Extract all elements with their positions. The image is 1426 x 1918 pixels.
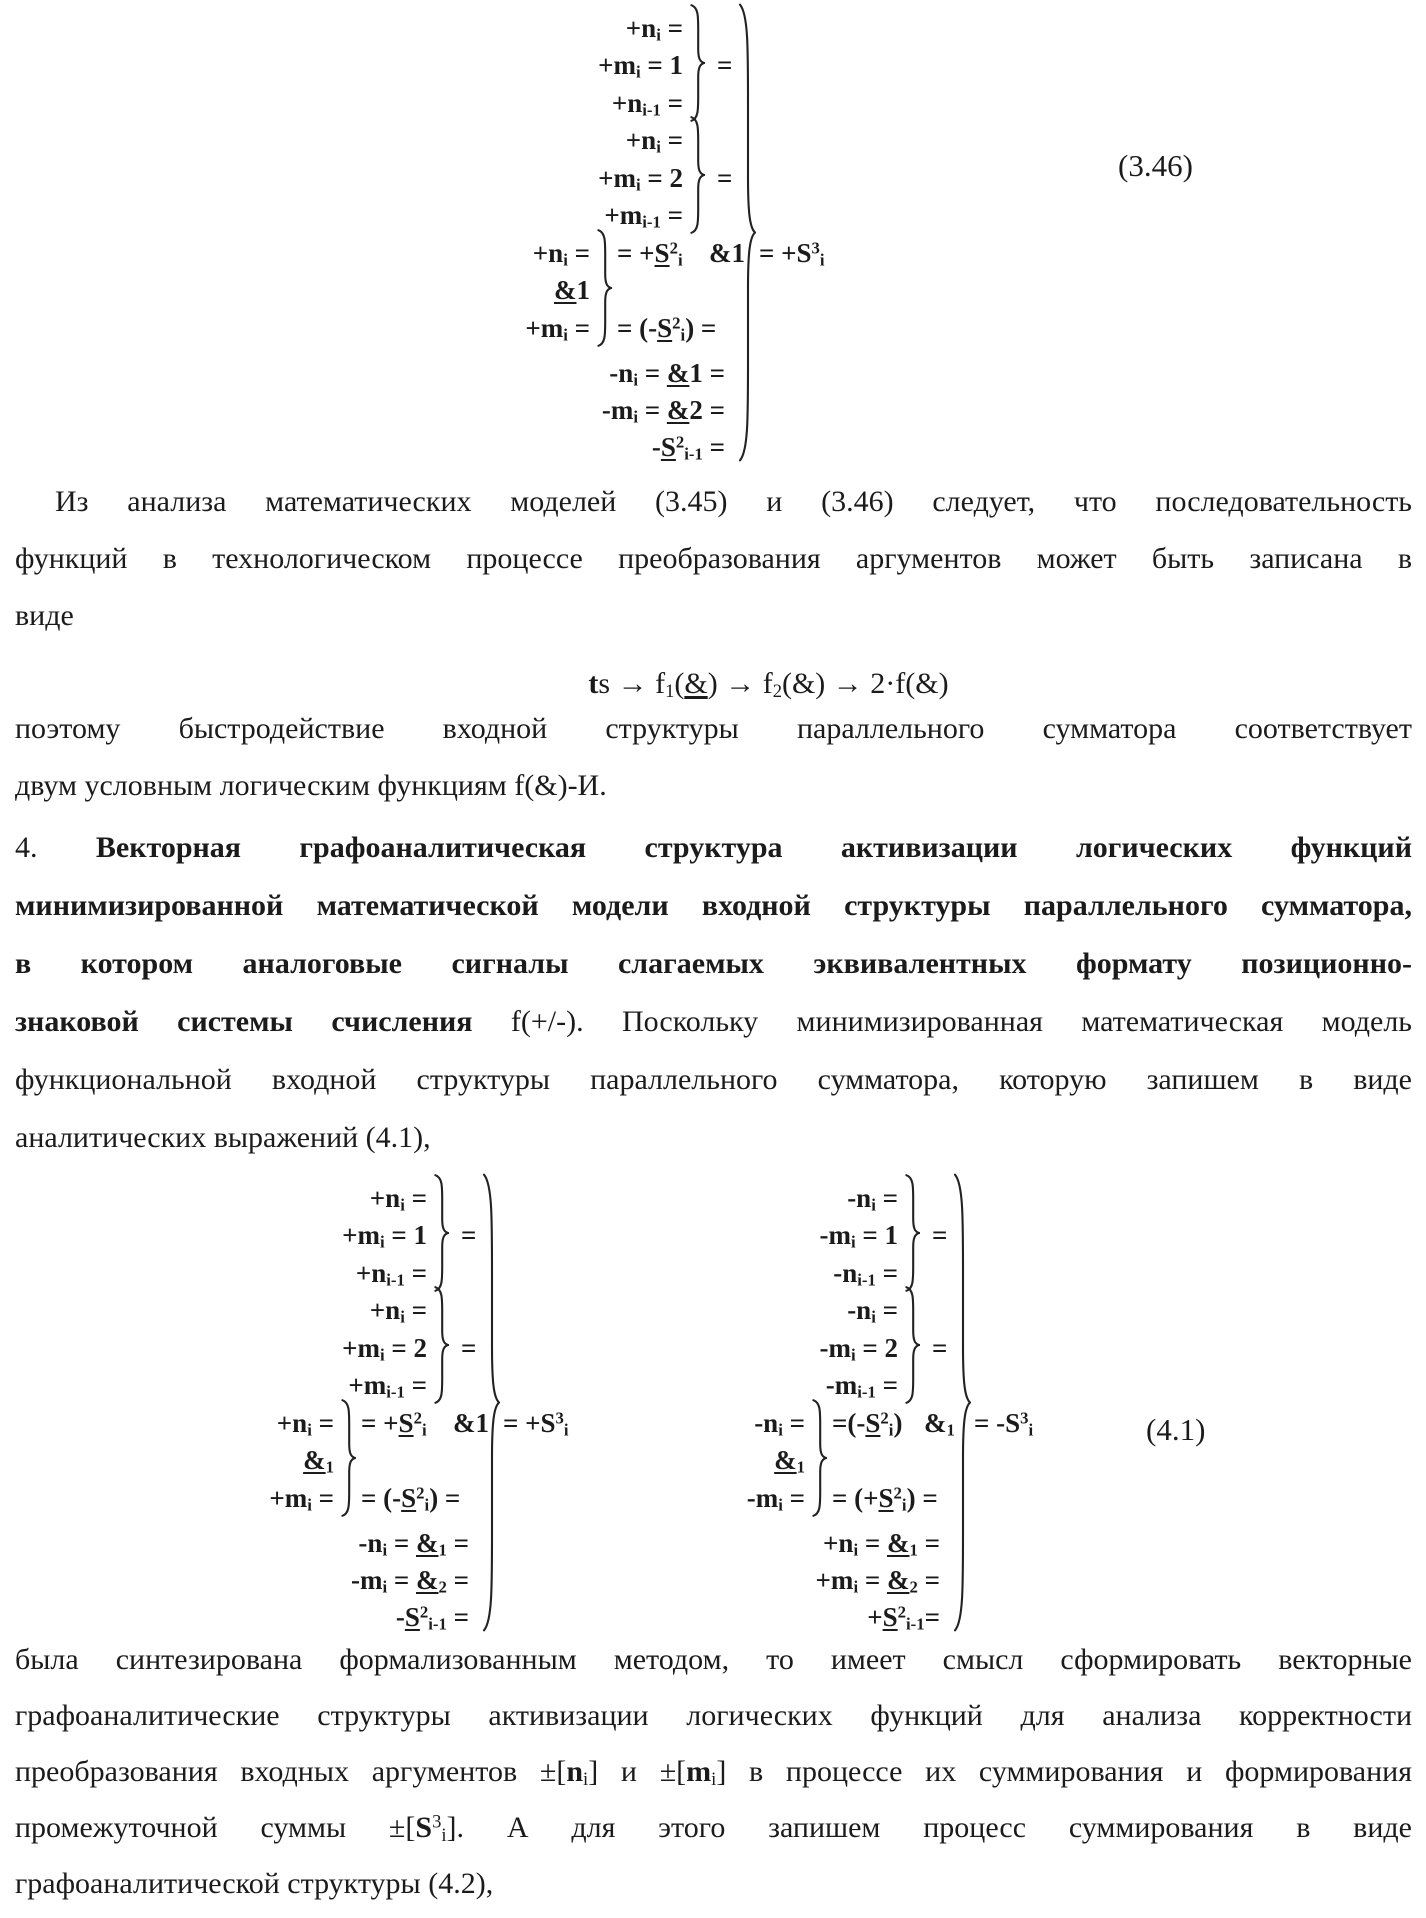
formula-row: $-m_i$ = &2 = (601, 395, 725, 427)
formula-row: $+m_i = 2$ (598, 163, 683, 195)
curly-brace (810, 1399, 827, 1517)
formula-row: $+m_i$ = (269, 1483, 334, 1515)
formula-row: $\&_1$ (774, 1445, 805, 1477)
curly-brace (688, 116, 705, 234)
formula-row: $+m_{i-1}$ = (604, 200, 683, 232)
equals-sign: = (717, 50, 733, 80)
formula-row: $+S^2_{i-1}=$ (867, 1602, 940, 1634)
curly-brace (736, 0, 756, 465)
equals-sign: = (932, 1220, 948, 1250)
formula-row: &1 (554, 275, 590, 305)
formula-row: $+m_i = 1$ (598, 50, 683, 82)
equation-number-3-46: (3.46) (1118, 148, 1193, 183)
equals-sign: = (461, 1220, 477, 1250)
equation-number-4-1: (4.1) (1146, 1412, 1206, 1447)
formula-row: $-n_i$ = $\&_1$ = (358, 1528, 469, 1560)
formula-row: $+n_i$ = (276, 1408, 334, 1440)
equals-sign: = (717, 163, 733, 193)
formula-row: $-m_i = 2$ (819, 1333, 898, 1365)
paragraph-line: виде (15, 599, 74, 632)
formula-result: = $-S^3_i$ (974, 1408, 1034, 1440)
paragraph-line: промежуточной суммы $\pm[S^3_i]$. А для этого запишем процесс суммирования в виде (15, 1811, 1412, 1847)
formula-row: $-n_i$ = (754, 1408, 805, 1440)
paragraph-line: графоаналитические структуры активизации логических функций для анализа корректности (15, 1699, 1412, 1732)
formula-row: $+n_i$ = (625, 13, 683, 45)
formula-row: $-n_i$ = &1 = (609, 358, 725, 390)
formula-row: = $+S^2_i$ (617, 238, 683, 270)
formula-row: $+m_i$ = (525, 313, 590, 345)
paragraph-line: Из анализа математических моделей (3.45) и (3.46) следует, что последовательность (55, 485, 1412, 518)
curly-brace (339, 1399, 356, 1517)
formula-row: $+n_i$ = (369, 1295, 427, 1327)
formula-row: $+m_i = 1$ (342, 1220, 427, 1252)
formula-row: $\&_1$ (303, 1445, 334, 1477)
formula-row: $-n_i$ = (847, 1183, 898, 1215)
formula-row: $-m_{i-1}$ = (825, 1370, 898, 1402)
paragraph-line: преобразования входных аргументов $\pm[n_i]$ $и \pm[m_i]$ в процессе их суммирования и формирования (15, 1755, 1412, 1791)
formula-result: = $+S^3_i$ (503, 1408, 569, 1440)
ampersand-label: &1 (453, 1408, 489, 1438)
formula-row: = $(-S^2_i)$ = (617, 313, 717, 345)
formula-row: = $(-S^2_i)$ = (361, 1483, 461, 1515)
paragraph-line: знаковой системы счисления f(+/-). Поскольку минимизированная математическая модель (15, 1005, 1412, 1038)
paragraph-line: в котором аналоговые сигналы слагаемых эквивалентных формату позиционно- (15, 947, 1412, 980)
curly-brace (480, 1170, 500, 1635)
paragraph-line: поэтому быстродействие входной структуры параллельного сумматора соответствует (15, 712, 1412, 745)
formula-row: = $+S^2_i$ (361, 1408, 427, 1440)
equation-3-46-block (325, 10, 885, 480)
formula-row: $-S^2_{i-1}$ = (395, 1602, 469, 1634)
paragraph-section4 (15, 819, 1412, 1167)
curly-brace (903, 1174, 920, 1292)
equals-sign: = (932, 1333, 948, 1363)
curly-brace (432, 1174, 449, 1292)
paragraph-line: двум условным логическим функциям f(&)-И. (15, 769, 607, 802)
formula-row: $+n_i$ = $\&_1$ = (823, 1528, 940, 1560)
formula-row: $-n_i$ = (847, 1295, 898, 1327)
ampersand-label: &1 (709, 238, 745, 268)
equals-sign: = (461, 1333, 477, 1363)
curly-brace (951, 1170, 971, 1635)
paragraph-line: аналитических выражений (4.1), (15, 1121, 431, 1154)
formula-row: $+n_i$ = (625, 125, 683, 157)
formula-row: $+n_{i-1}$ = (355, 1258, 427, 1290)
ampersand-label: $\&_1$ (924, 1408, 955, 1440)
curly-brace (595, 229, 612, 347)
formula-row: $-m_i = 1$ (819, 1220, 898, 1252)
formula-row: $+n_i$ = (369, 1183, 427, 1215)
curly-brace (688, 4, 705, 122)
formula-row: $+m_i = 2$ (342, 1333, 427, 1365)
formula-row: $+m_i$ = $\&_2$ = (815, 1565, 940, 1597)
formula-row: = $(+S^2_i)$ = (832, 1483, 938, 1515)
curly-brace (903, 1286, 920, 1404)
paragraph-line: была синтезирована формализованным методом, то имеет смысл сформировать векторные (15, 1643, 1412, 1676)
paragraph-line: графоаналитической структуры (4.2), (15, 1867, 494, 1900)
formula-row: $-S^2_{i-1}$ = (651, 432, 725, 464)
formula-row: $-m_i$ = $\&_2$ = (350, 1565, 469, 1597)
paragraph-line: функций в технологическом процессе преобразования аргументов может быть записана в (15, 542, 1412, 575)
paragraph-line: функциональной входной структуры параллельного сумматора, которую запишем в виде (15, 1063, 1412, 1096)
formula-row: $+n_{i-1}$ = (611, 88, 683, 120)
curly-brace (432, 1286, 449, 1404)
paragraph-line: минимизированной математической модели входной структуры параллельного сумматора, (15, 889, 1412, 922)
formula-row: $-n_{i-1}$ = (833, 1258, 898, 1290)
formula-row: $=(-S^2_i)$ (832, 1408, 903, 1440)
formula-row: $+m_{i-1}$ = (348, 1370, 427, 1402)
formula-row: $-m_i$ = (746, 1483, 805, 1515)
formula-result: = $+S^3_i$ (759, 238, 825, 270)
formula-row: $+n_i$ = (532, 238, 590, 270)
equation-4-1-right-block (540, 1180, 1100, 1650)
paragraph-speed (15, 700, 1412, 814)
paragraph-closing (15, 1632, 1412, 1912)
paragraph-line: 4. Векторная графоаналитическая структура активизации логических функций (15, 831, 1412, 864)
formula-row: ts → $f_1(\&)$ → $f_2(\&)$ → 2·f(&) (588, 667, 949, 703)
paragraph-analysis (15, 473, 1412, 644)
